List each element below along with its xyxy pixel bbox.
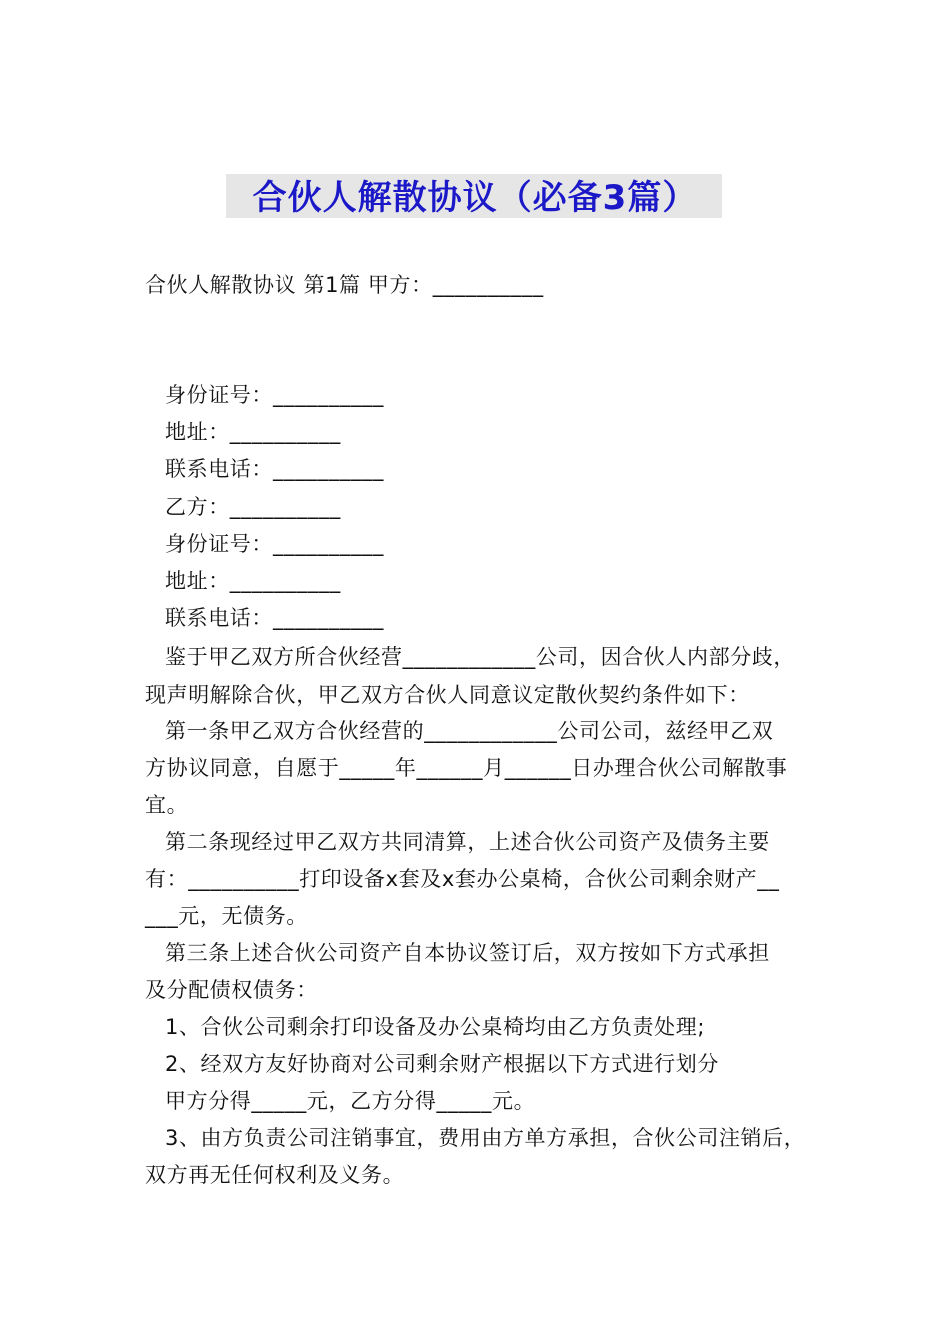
paragraph-line: 身份证号：__________ xyxy=(165,532,384,556)
paragraph-line: 第一条甲乙双方合伙经营的____________公司公司，兹经甲乙双 xyxy=(165,719,774,743)
paragraph-line: 乙方：__________ xyxy=(165,495,341,519)
paragraph-line: 甲方分得_____元，乙方分得_____元。 xyxy=(165,1089,536,1113)
paragraph-line: 及分配债权债务： xyxy=(145,978,318,1002)
paragraph-line: 双方再无任何权利及义务。 xyxy=(145,1163,405,1187)
paragraph-line: 第三条上述合伙公司资产自本协议签订后，双方按如下方式承担 xyxy=(165,941,770,965)
paragraph-line: 鉴于甲乙双方所合伙经营____________公司，因合伙人内部分歧， xyxy=(165,645,795,669)
paragraph-line: 1、合伙公司剩余打印设备及办公桌椅均由乙方负责处理; xyxy=(165,1015,706,1039)
paragraph-line: 宜。 xyxy=(145,793,189,817)
paragraph-line: 方协议同意，自愿于_____年______月______日办理合伙公司解散事 xyxy=(145,756,788,780)
paragraph-line: 身份证号：__________ xyxy=(165,383,384,407)
paragraph-line: 有：__________打印设备x套及x套办公桌椅，合伙公司剩余财产__ xyxy=(145,867,780,891)
paragraph-line: 第二条现经过甲乙双方共同清算，上述合伙公司资产及债务主要 xyxy=(165,830,770,854)
paragraph-line: 联系电话：__________ xyxy=(165,606,384,630)
paragraph-line: 3、由方负责公司注销事宜，费用由方单方承担，合伙公司注销后， xyxy=(165,1126,806,1150)
document-title: 合伙人解散协议（必备3篇） xyxy=(252,178,698,218)
paragraph-line: 现声明解除合伙，甲乙双方合伙人同意议定散伙契约条件如下： xyxy=(145,683,750,707)
paragraph-line: 地址：__________ xyxy=(165,569,341,593)
paragraph-line: 2、经双方友好协商对公司剩余财产根据以下方式进行划分 xyxy=(165,1052,719,1076)
paragraph-line: 地址：__________ xyxy=(165,420,341,444)
paragraph-line: 合伙人解散协议 第1篇 甲方：__________ xyxy=(145,273,544,297)
paragraph-line: ___元，无债务。 xyxy=(145,904,308,928)
paragraph-line: 联系电话：__________ xyxy=(165,457,384,481)
